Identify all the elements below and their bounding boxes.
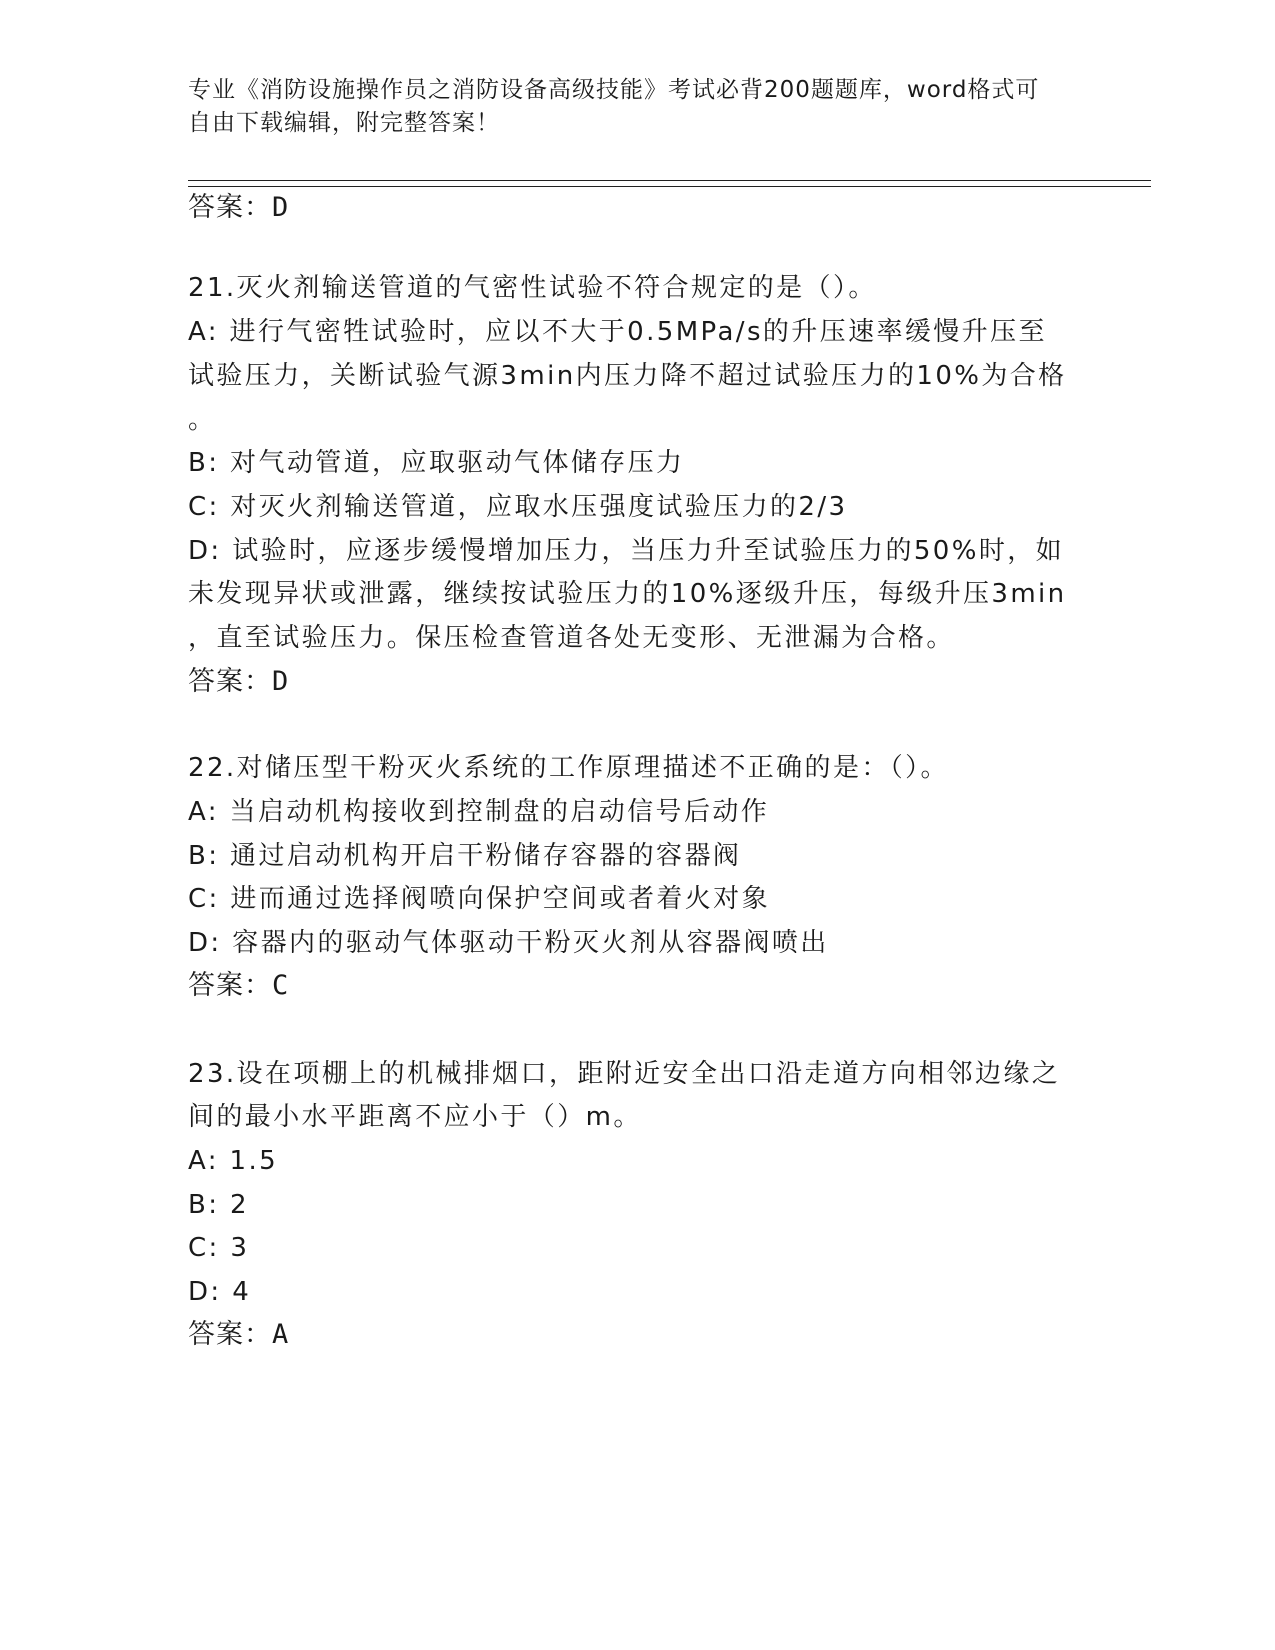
q23-stem-line1: 23.设在项棚上的机械排烟口，距附近安全出口沿走道方向相邻边缘之	[188, 1059, 1061, 1089]
header-rule-bottom	[188, 186, 1151, 187]
q21-answer	[188, 664, 289, 700]
q23-option-a: A: 1.5	[188, 1146, 279, 1176]
header-rule-top	[188, 180, 1151, 181]
answer-value: D	[272, 666, 290, 697]
q21-option-b: B: 对气动管道，应取驱动气体储存压力	[188, 448, 685, 478]
q21-option-c: C: 对灭火剂输送管道，应取水压强度试验压力的2/3	[188, 492, 848, 522]
q21-option-d-line2: 未发现异状或泄露，继续按试验压力的10%逐级升压，每级升压3min	[188, 579, 1067, 609]
q23-option-d: D: 4	[188, 1277, 252, 1307]
q21-option-d-line3: ，直至试验压力。保压检查管道各处无变形、无泄漏为合格。	[188, 623, 955, 653]
q21-option-a-line2: 试验压力，关断试验气源3min内压力降不超过试验压力的10%为合格	[188, 361, 1067, 391]
q23-answer	[188, 1317, 289, 1353]
header-line-2: 自由下载编辑，附完整答案！	[188, 110, 500, 136]
answer-prefix: 答案：	[188, 970, 272, 1001]
q23-stem-line2: 间的最小水平距离不应小于（）m。	[188, 1102, 642, 1132]
answer-value: C	[272, 970, 290, 1001]
q21-option-a-line3: 。	[188, 405, 217, 435]
answer-value: D	[272, 192, 290, 223]
page-header	[188, 74, 1088, 140]
answer-value: A	[272, 1319, 290, 1350]
header-line-1: 专业《消防设施操作员之消防设备高级技能》考试必背200题题库，word格式可	[188, 77, 1040, 103]
q22-option-a: A: 当启动机构接收到控制盘的启动信号后动作	[188, 797, 770, 827]
q22-answer	[188, 968, 289, 1004]
q21-option-a-line1: A: 进行气密牲试验时，应以不大于0.5MPa/s的升压速率缓慢升压至	[188, 317, 1047, 347]
q23-option-b: B: 2	[188, 1190, 250, 1220]
answer-prefix: 答案：	[188, 666, 272, 697]
q22-stem: 22.对储压型干粉灭火系统的工作原理描述不正确的是：（）。	[188, 753, 949, 783]
answer-prefix: 答案：	[188, 1319, 272, 1350]
q21-stem: 21.灭火剂输送管道的气密性试验不符合规定的是（）。	[188, 273, 877, 303]
q21-option-d-line1: D: 试验时，应逐步缓慢增加压力，当压力升至试验压力的50%时，如	[188, 536, 1065, 566]
q23-option-c: C: 3	[188, 1233, 250, 1263]
prev-answer	[188, 190, 289, 226]
answer-prefix: 答案：	[188, 192, 272, 223]
q22-option-b: B: 通过启动机构开启干粉储存容器的容器阀	[188, 841, 742, 871]
q22-option-c: C: 进而通过选择阀喷向保护空间或者着火对象	[188, 884, 770, 914]
q22-option-d: D: 容器内的驱动气体驱动干粉灭火剂从容器阀喷出	[188, 928, 829, 958]
